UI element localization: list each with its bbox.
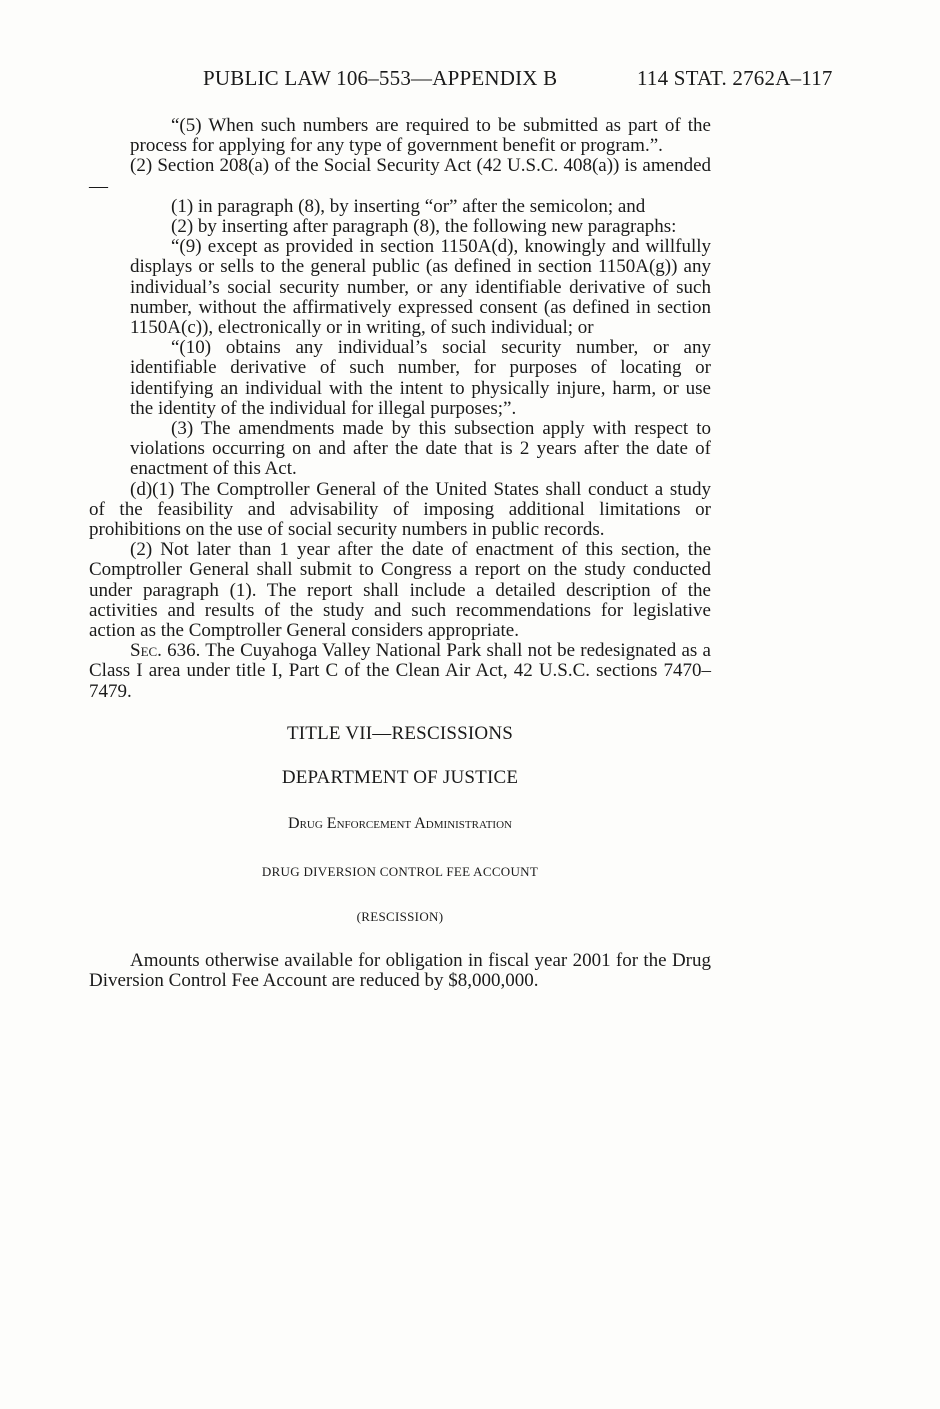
running-head-stat: 114 STAT. 2762A–117 [637, 66, 833, 90]
section-label: Sec. [130, 640, 162, 662]
agency-heading: Drug Enforcement Administration [288, 815, 512, 833]
paragraph-d2-report: (2) Not later than 1 year after the date of enactment of this section, the Comptroller General shall submit to Congress a report on the study conducted under paragraph (1). The report shall include a detailed description of the activities and results of the study and such recommendations for legislative action as the Comptroller General considers appropriate. [89, 539, 711, 642]
rescission-heading: (RESCISSION) [356, 908, 444, 924]
paragraph-3-amendments: (3) The amendments made by this subsection apply with respect to violations occurring on and after the date that is 2 years after the date of enactment of this Act. [130, 418, 711, 480]
paragraph-9-quoted: “(9) except as provided in section 1150A(d), knowingly and willfully displays or sells to the general public (as defined in section 1150A(g)) any individual’s social security number, or any identifiable derivative of such number, without the affirmatively expressed consent (as defined in section 1150A(c)), electronically or in writing, of such individual; or [130, 236, 711, 339]
title-heading: TITLE VII—RESCISSIONS [286, 722, 514, 744]
paragraph-10-quoted: “(10) obtains any individual’s social security number, or any identifiable derivative of such number, for purposes of locating or identifying an individual with the intent to physically injure, harm, or use the identity of the individual for illegal purposes;”. [130, 337, 711, 419]
running-head-law: PUBLIC LAW 106–553—APPENDIX B [203, 66, 558, 90]
paragraph-section-208: (2) Section 208(a) of the Social Security Act (42 U.S.C. 408(a)) is amended— [89, 155, 711, 197]
department-heading: DEPARTMENT OF JUSTICE [281, 767, 519, 789]
paragraph-sec-636 [89, 641, 711, 702]
running-head [203, 66, 853, 91]
paragraph-5-quoted: “(5) When such numbers are required to be submitted as part of the process for applying for any type of government benefit or program.”. [130, 115, 711, 157]
body-text [89, 116, 711, 991]
paragraph-amend-1: (1) in paragraph (8), by inserting “or” after the semicolon; and [171, 195, 646, 217]
final-paragraph: Amounts otherwise available for obligation in fiscal year 2001 for the Drug Diversion Control Fee Account are reduced by $8,000,000. [89, 949, 711, 992]
paragraph-amend-2: (2) by inserting after paragraph (8), the following new paragraphs: [171, 216, 677, 238]
section-636-text: 636. The Cuyahoga Valley National Park shall not be redesignated as a Class I area under title I, Part C of the Clean Air Act, 42 U.S.C. sections 7470–7479. [89, 640, 711, 702]
paragraph-d1-study: (d)(1) The Comptroller General of the United States shall conduct a study of the feasibility and advisability of imposing additional limitations or prohibitions on the use of social security numbers in public records. [89, 478, 711, 541]
account-heading: DRUG DIVERSION CONTROL FEE ACCOUNT [261, 863, 539, 879]
